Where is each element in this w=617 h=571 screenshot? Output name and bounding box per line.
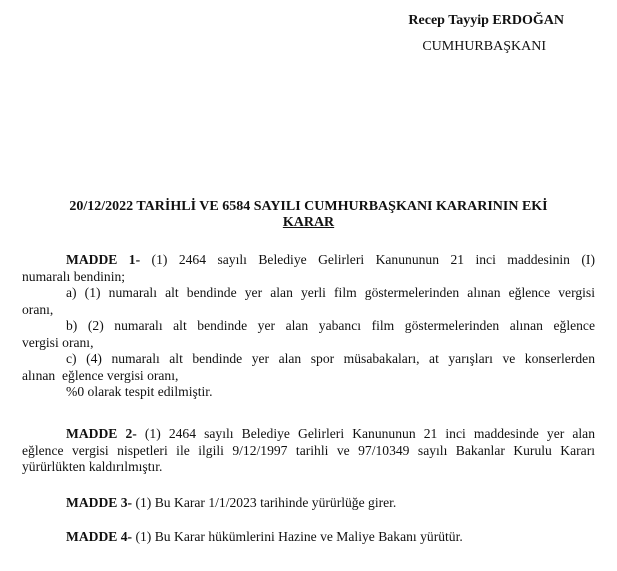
article-4-label: MADDE 4- <box>66 529 133 544</box>
article-2-line1 <box>22 426 595 443</box>
article-1-line2: numaralı bendinin; <box>22 268 126 284</box>
signature-name: Recep Tayyip ERDOĞAN <box>408 13 564 28</box>
article-2 <box>22 426 595 476</box>
article-4-line1 <box>22 529 595 546</box>
article-1-label: MADDE 1- <box>66 252 141 267</box>
article-1-c-line2b: eğlence vergisi oranı, <box>62 367 179 383</box>
article-1-line1 <box>22 252 595 269</box>
article-1-a-line2: oranı, <box>22 301 54 317</box>
article-3-label: MADDE 3- <box>66 495 133 510</box>
article-1-c-line2a: alınan <box>22 367 56 383</box>
article-1-c-line2 <box>22 368 595 385</box>
article-1-b-line1: b) (2) numaralı alt bendinde yer alan yabancı film göstermelerinden alınan eğlence <box>66 318 595 333</box>
article-1-closing: %0 olarak tespit edilmiştir. <box>66 384 213 399</box>
article-4 <box>22 529 595 546</box>
article-3 <box>22 495 595 512</box>
article-3-text: (1) Bu Karar 1/1/2023 tarihinde yürürlüğe girer. <box>135 495 397 510</box>
article-4-text: (1) Bu Karar hükümlerini Hazine ve Maliye Bakanı yürütür. <box>135 529 463 544</box>
signature-title: CUMHURBAŞKANI <box>422 39 546 54</box>
article-3-line1 <box>22 495 595 512</box>
article-1-c-line1: c) (4) numaralı alt bendinde yer alan spor müsabakaları, at yarışları ve konserlerden <box>66 351 595 366</box>
article-1-b-line2: vergisi oranı, <box>22 334 94 350</box>
document-title-line1: 20/12/2022 TARİHLİ VE 6584 SAYILI CUMHURBAŞKANI KARARININ EKİ <box>69 199 548 214</box>
article-2-line3: yürürlükten kaldırılmıştır. <box>22 459 163 474</box>
article-2-line2: eğlence vergisi nispetleri ile ilgili 9/12/1997 tarihli ve 97/10349 sayılı Bakanlar Kurulu Kararı <box>22 442 595 458</box>
article-2-label: MADDE 2- <box>66 426 137 441</box>
document-title-line2: KARAR <box>282 215 335 230</box>
article-2-text: (1) 2464 sayılı Belediye Gelirleri Kanununun 21 inci maddesinde yer alan <box>144 426 595 441</box>
article-1-text: (1) 2464 sayılı Belediye Gelirleri Kanununun 21 inci maddesinin (I) <box>151 252 595 267</box>
article-1-a-line1: a) (1) numaralı alt bendinde yer alan yerli film göstermelerinden alınan eğlence vergisi <box>66 285 595 300</box>
article-1 <box>22 252 595 401</box>
document-title <box>0 199 617 231</box>
